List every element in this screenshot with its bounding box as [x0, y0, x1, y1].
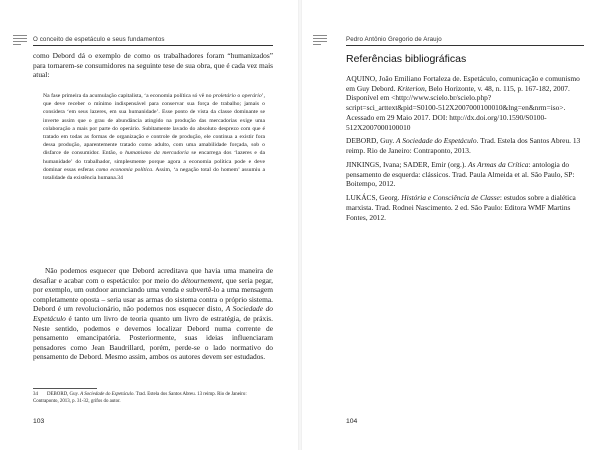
header-rule-right: [346, 45, 584, 46]
intro-paragraph: como Debord dá o exemplo de como os trabalhadores foram “humanizados” para tornarem-se consumidores na seguinte tese de sua obra, que é cada vez mais atual:: [33, 51, 273, 80]
reference-item: JINKINGS, Ivana; SADER, Emir (org.). As Armas da Crítica: antologia do pensamento de esquerda: clássicos. Trad. Paula Almeida et al. São Paulo, SP: Boitempo, 2012.: [346, 160, 575, 189]
footnote-number: 34: [33, 392, 38, 397]
reference-item: DEBORD, Guy. A Sociedade do Espetáculo. Trad. Estela dos Santos Abreu. 13 reimp. Rio de Janeiro: Contraponto, 2013.: [346, 136, 581, 156]
text-lines-icon: [313, 35, 327, 49]
block-quote: Na fase primeira da acumulação capitalista, ‘a economia política só vê no proletário o operário’, que deve receber o mínimo indispensável para conservar sua força de trabalho; jamais o considera ‘em seus lazeres, em sua humanidade’. Esse ponto de vista da classe dominante se inverte assim que o grau de abundância atingido na produção das mercadorias exige uma colaboração a mais por parte do operário. Subitamente lavado do absoluto desprezo com que é tratado em todas as formas de organização e controle de produção, ele continua a existir fora dessa produção, aparentemente tratado como adulto, com uma amabilidade forçada, sob o disfarce de consumidor. Então, o humanismo da mercadoria se encarrega dos ‘lazeres e da humanidade’ do trabalhador, simplesmente porque agora a economia política pode e deve dominar essas esferas como economia política. Assim, ‘a negação total do homem’ assumiu a totalidade da existência humana.34: [43, 93, 266, 182]
reference-item: LUKÁCS, Georg. História e Consciência de Classe: estudos sobre a dialética marxista. Trad. Rodnei Nascimento. 2 ed. São Paulo: Editora WMF Martins Fontes, 2012.: [346, 193, 576, 222]
references-title: Referências bibliográficas: [346, 53, 467, 65]
footnote-text: DEBORD, Guy. A Sociedade do Espetáculo. Trad. Estela dos Santos Abreu. 13 reimp. Rio de Janeiro: Contraponto, 2013, p. 31-32, grifos do autor.: [33, 392, 247, 404]
header-rule-left: [33, 45, 273, 46]
footnote-rule: [33, 388, 97, 389]
left-body: [33, 51, 273, 80]
book-gutter: [298, 0, 302, 450]
reference-item: AQUINO, João Emiliano Fortaleza de. Espetáculo, comunicação e comunismo em Guy Debord. Kriterion, Belo Horizonte, v. 48, n. 115, p. 167-182, 2007. Disponível em <http://www.scielo.br/scielo.php?script=sci_arttext&pid=S0100-512X2007000100010&lng=en&nrm=iso>. Acessado em 29 Maio 2017. DOI: http://dx.doi.org/10.1590/S0100-512X2007000100010: [346, 74, 580, 132]
running-head-right: Pedro Antônio Gregorio de Araujo: [346, 36, 442, 43]
page-number-right: 104: [346, 418, 358, 425]
text-lines-icon: [13, 35, 27, 49]
page-number-left: 103: [33, 418, 45, 425]
right-page: [300, 0, 600, 450]
reference-list: [346, 74, 582, 227]
footnote: [33, 392, 273, 405]
body-paragraph: Não podemos esquecer que Debord acreditava que havia uma maneira de desafiar e acabar com o espetáculo: por meio do détournement, que seria pegar, por exemplo, um outdoor anunciando uma venda e subvertê-lo a uma mensagem completamente oposta – seria usar as armas do sistema contra o próprio sistema. Debord é um revolucionário, não podemos nos esquecer disto, A Sociedade do Espetáculo é tanto um livro de teoria quanto um livro de estratégia, de práxis. Neste sentido, podemos e devemos localizar Debord numa corrente de pensamento emancipatória. Posteriormente, suas ideias influenciaram pensadores como Jean Baudrillard, porém, perde-se o lado normativo do pensamento de Debord. Mesmo assim, ambos os autores devem ser estudados.: [33, 266, 273, 362]
running-head-left: O conceito de espetáculo e seus fundamentos: [33, 36, 165, 43]
